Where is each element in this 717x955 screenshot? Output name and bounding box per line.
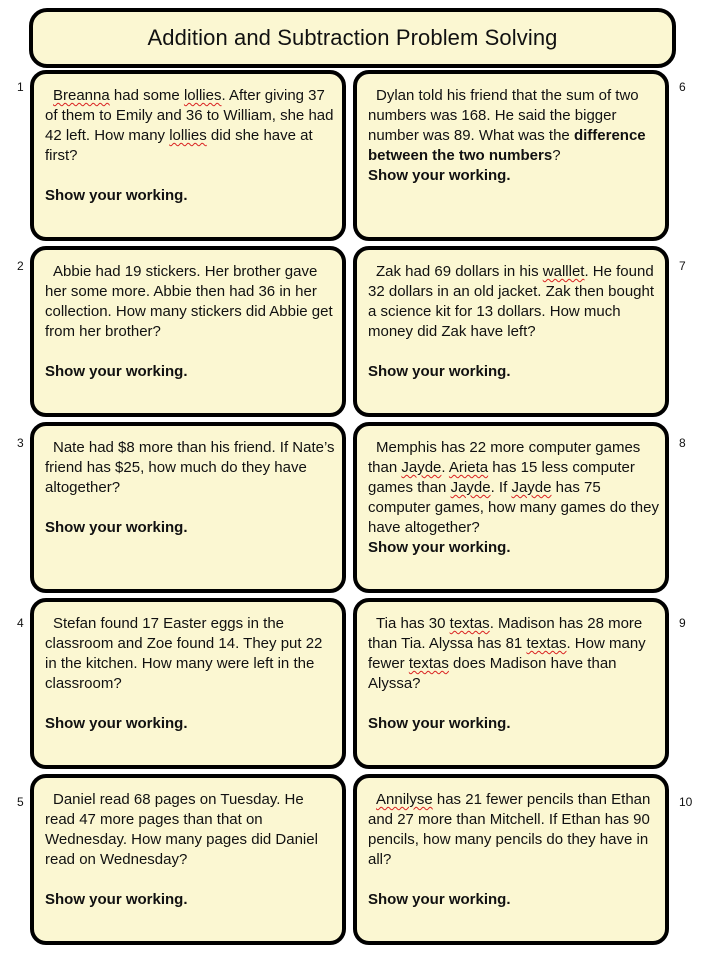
problem-card-9: [353, 598, 669, 769]
problem-card-2: [30, 246, 346, 417]
problem-number-1: 1: [17, 80, 24, 94]
show-working-label: Show your working.: [45, 363, 188, 380]
problem-card-5: [30, 774, 346, 945]
problem-card-1: [30, 70, 346, 241]
show-working-label: Show your working.: [45, 519, 188, 536]
problem-text-3: Nate had $8 more than his friend. If Nate’s friend has $25, how much do they have altogether? Show your working.: [45, 438, 337, 538]
problem-number-9: 9: [679, 616, 686, 630]
problem-number-4: 4: [17, 616, 24, 630]
problem-number-5: 5: [17, 795, 24, 809]
show-working-label: Show your working.: [45, 187, 188, 204]
problem-card-7: [353, 246, 669, 417]
problem-text-10: Annilyse has 21 fewer pencils than Ethan and 27 more than Mitchell. If Ethan has 90 pencils, how many pencils do they have in all? Show your working.: [368, 790, 660, 910]
problem-number-2: 2: [17, 259, 24, 273]
problem-number-7: 7: [679, 259, 686, 273]
show-working-label: Show your working.: [45, 715, 188, 732]
show-working-label: Show your working.: [368, 891, 511, 908]
problem-card-6: [353, 70, 669, 241]
show-working-label: Show your working.: [368, 167, 511, 184]
show-working-label: Show your working.: [368, 363, 511, 380]
problem-text-2: Abbie had 19 stickers. Her brother gave her some more. Abbie then had 36 in her collection. How many stickers did Abbie get from her brother? Show your working.: [45, 262, 337, 382]
problem-text-1: Breanna had some lollies. After giving 37 of them to Emily and 36 to William, she had 42 left. How many lollies did she have at first? Show your working.: [45, 86, 337, 206]
problem-card-10: [353, 774, 669, 945]
page-title: Addition and Subtraction Problem Solving: [147, 25, 558, 50]
problem-text-6: Dylan told his friend that the sum of two numbers was 168. He said the bigger number was 89. What was the difference between the two numbers? Show your working.: [368, 86, 660, 186]
problem-text-7: Zak had 69 dollars in his walllet. He found 32 dollars in an old jacket. Zak then bought a science kit for 13 dollars. How much money did Zak have left? Show your working.: [368, 262, 660, 382]
problem-number-10: 10: [679, 795, 693, 809]
problem-number-8: 8: [679, 436, 686, 450]
problem-card-3: [30, 422, 346, 593]
problem-card-8: [353, 422, 669, 593]
problem-number-6: 6: [679, 80, 686, 94]
problem-text-5: Daniel read 68 pages on Tuesday. He read 47 more pages than that on Wednesday. How many pages did Daniel read on Wednesday? Show your working.: [45, 790, 337, 910]
show-working-label: Show your working.: [368, 539, 511, 556]
problem-number-3: 3: [17, 436, 24, 450]
problem-text-9: Tia has 30 textas. Madison has 28 more than Tia. Alyssa has 81 textas. How many fewer textas does Madison have than Alyssa? Show your working.: [368, 614, 660, 734]
problem-card-4: [30, 598, 346, 769]
problem-text-4: Stefan found 17 Easter eggs in the classroom and Zoe found 14. They put 22 in the kitchen. How many were left in the classroom? Show your working.: [45, 614, 337, 734]
problem-text-8: Memphis has 22 more computer games than Jayde. Arieta has 15 less computer games than Jayde. If Jayde has 75 computer games, how many games do they have altogether? Show your working.: [368, 439, 659, 556]
title-box: [29, 8, 676, 68]
show-working-label: Show your working.: [368, 715, 511, 732]
show-working-label: Show your working.: [45, 891, 188, 908]
